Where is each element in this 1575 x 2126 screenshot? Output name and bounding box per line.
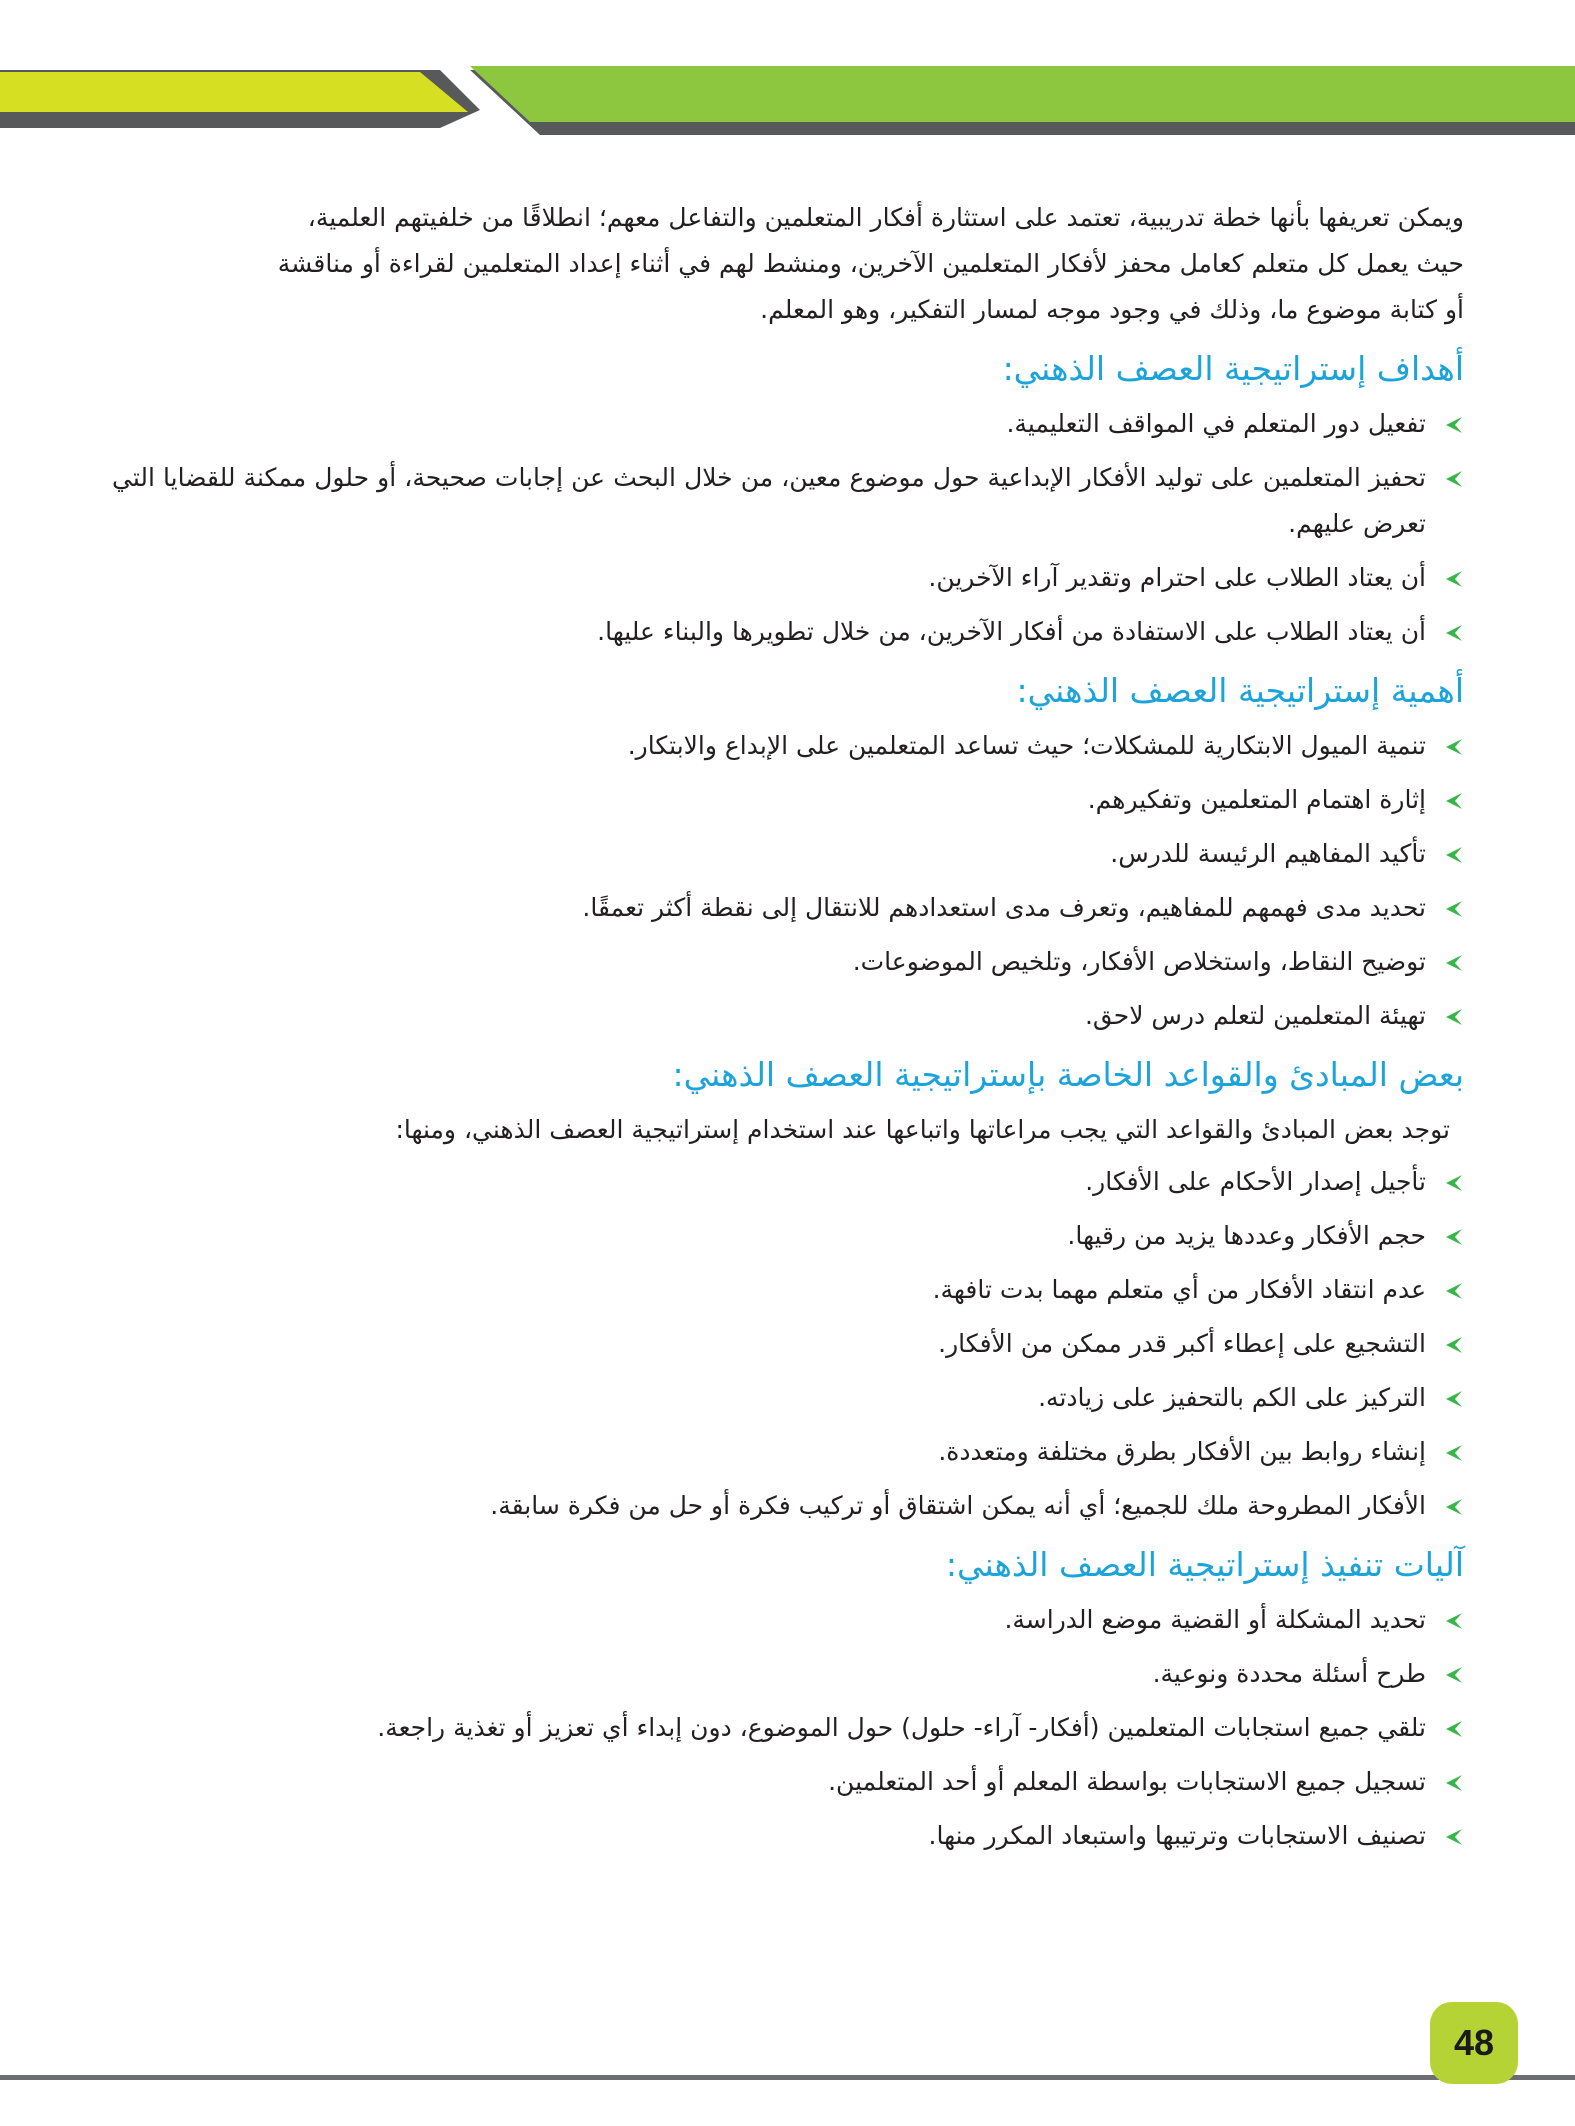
list-item: تصنيف الاستجابات وترتيبها واستبعاد المكرر منها. [112, 1813, 1464, 1859]
list-item: تنمية الميول الابتكارية للمشكلات؛ حيث تساعد المتعلمين على الإبداع والابتكار. [112, 723, 1464, 769]
list-item: تسجيل جميع الاستجابات بواسطة المعلم أو أحد المتعلمين. [112, 1759, 1464, 1805]
section-heading-mechanisms: آليات تنفيذ إستراتيجية العصف الذهني: [945, 1545, 1464, 1584]
header-banner [0, 0, 1575, 140]
principles-list [112, 1159, 1464, 1529]
bullet-arrow-icon [1442, 791, 1462, 811]
list-item: أن يعتاد الطلاب على الاستفادة من أفكار الآخرين، من خلال تطويرها والبناء عليها. [112, 609, 1464, 655]
bullet-arrow-icon [1442, 1007, 1462, 1027]
mechanisms-list [112, 1597, 1464, 1859]
bullet-arrow-icon [1442, 737, 1462, 757]
bullet-arrow-icon [1442, 1281, 1462, 1301]
bullet-arrow-icon [1442, 1227, 1462, 1247]
bullet-arrow-icon [1442, 1611, 1462, 1631]
list-item: تحديد المشكلة أو القضية موضع الدراسة. [112, 1597, 1464, 1643]
bullet-arrow-icon [1442, 469, 1462, 489]
bullet-arrow-icon [1442, 1335, 1462, 1355]
banner-green-stripe [470, 66, 1575, 122]
bullet-arrow-icon [1442, 845, 1462, 865]
list-item: إنشاء روابط بين الأفكار بطرق مختلفة ومتعددة. [112, 1429, 1464, 1475]
list-item: تحديد مدى فهمهم للمفاهيم، وتعرف مدى استعدادهم للانتقال إلى نقطة أكثر تعمقًا. [112, 885, 1464, 931]
list-item: أن يعتاد الطلاب على احترام وتقدير آراء الآخرين. [112, 555, 1464, 601]
section-heading-importance: أهمية إستراتيجية العصف الذهني: [1016, 671, 1464, 710]
bullet-arrow-icon [1442, 1497, 1462, 1517]
list-item: إثارة اهتمام المتعلمين وتفكيرهم. [112, 777, 1464, 823]
section-heading-principles: بعض المبادئ والقواعد الخاصة بإستراتيجية العصف الذهني: [672, 1055, 1464, 1094]
bullet-arrow-icon [1442, 415, 1462, 435]
bullet-arrow-icon [1442, 1827, 1462, 1847]
bullet-arrow-icon [1442, 623, 1462, 643]
page-number-badge: 48 [1430, 2002, 1518, 2084]
intro-line-1: ويمكن تعريفها بأنها خطة تدريبية، تعتمد على استثارة أفكار المتعلمين والتفاعل معهم؛ انطلاقًا من خلفيتهم العلمية، [307, 203, 1464, 232]
list-item: تفعيل دور المتعلم في المواقف التعليمية. [112, 401, 1464, 447]
bullet-arrow-icon [1442, 1443, 1462, 1463]
list-item: تلقي جميع استجابات المتعلمين (أفكار- آراء- حلول) حول الموضوع، دون إبداء أي تعزيز أو تغذية راجعة. [112, 1705, 1464, 1751]
bullet-arrow-icon [1442, 1173, 1462, 1193]
bullet-arrow-icon [1442, 1665, 1462, 1685]
list-item: تحفيز المتعلمين على توليد الأفكار الإبداعية حول موضوع معين، من خلال البحث عن إجابات صحيحة، أو حلول ممكنة للقضايا التي تعرض عليهم. [112, 455, 1464, 547]
bullet-arrow-icon [1442, 1773, 1462, 1793]
intro-paragraph [112, 195, 1464, 333]
principles-intro: توجد بعض المبادئ والقواعد التي يجب مراعاتها واتباعها عند استخدام إستراتيجية العصف الذهني، ومنها: [395, 1115, 1450, 1144]
list-item: توضيح النقاط، واستخلاص الأفكار، وتلخيص الموضوعات. [112, 939, 1464, 985]
list-item: تهيئة المتعلمين لتعلم درس لاحق. [112, 993, 1464, 1039]
goals-list [112, 401, 1464, 655]
list-item: عدم انتقاد الأفكار من أي متعلم مهما بدت تافهة. [112, 1267, 1464, 1313]
list-item: حجم الأفكار وعددها يزيد من رقيها. [112, 1213, 1464, 1259]
intro-line-2: حيث يعمل كل متعلم كعامل محفز لأفكار المتعلمين الآخرين، ومنشط لهم في أثناء إعداد المتعلمين لقراءة أو مناقشة [277, 249, 1464, 278]
banner-lime-tab [0, 72, 468, 112]
bullet-arrow-icon [1442, 899, 1462, 919]
list-item: الأفكار المطروحة ملك للجميع؛ أي أنه يمكن اشتقاق أو تركيب فكرة أو حل من فكرة سابقة. [112, 1483, 1464, 1529]
bullet-arrow-icon [1442, 953, 1462, 973]
list-item: التركيز على الكم بالتحفيز على زيادته. [112, 1375, 1464, 1421]
list-item: تأجيل إصدار الأحكام على الأفكار. [112, 1159, 1464, 1205]
footer-rule [0, 2075, 1575, 2080]
intro-line-3: أو كتابة موضوع ما، وذلك في وجود موجه لمسار التفكير، وهو المعلم. [760, 295, 1464, 324]
list-item: طرح أسئلة محددة ونوعية. [112, 1651, 1464, 1697]
bullet-arrow-icon [1442, 1389, 1462, 1409]
section-heading-goals: أهداف إستراتيجية العصف الذهني: [1002, 349, 1464, 388]
bullet-arrow-icon [1442, 569, 1462, 589]
list-item: تأكيد المفاهيم الرئيسة للدرس. [112, 831, 1464, 877]
bullet-arrow-icon [1442, 1719, 1462, 1739]
importance-list [112, 723, 1464, 1039]
page-content [112, 195, 1464, 1867]
list-item: التشجيع على إعطاء أكبر قدر ممكن من الأفكار. [112, 1321, 1464, 1367]
